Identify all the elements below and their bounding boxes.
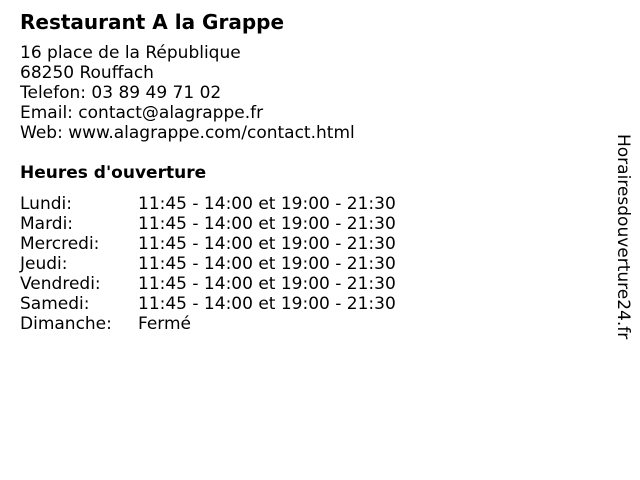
site-watermark: Horairesdouverture24.fr [613,134,633,340]
hours-value: 11:45 - 14:00 et 19:00 - 21:30 [138,274,396,294]
hours-value: 11:45 - 14:00 et 19:00 - 21:30 [138,194,396,214]
phone-text: Telefon: 03 89 49 71 02 [20,83,222,103]
day-label: Dimanche: [20,314,112,334]
hours-row [20,254,396,274]
website-text: Web: www.alagrappe.com/contact.html [20,123,355,143]
hours-value: Fermé [138,314,192,334]
hours-row [20,314,396,334]
address-line2: 68250 Rouffach [20,63,154,83]
hours-row [20,234,396,254]
hours-row [20,194,396,214]
address-line1: 16 place de la République [20,43,241,63]
day-label: Mardi: [20,214,74,234]
hours-table [20,194,396,334]
hours-heading: Heures d'ouverture [20,163,207,183]
hours-row [20,214,396,234]
day-label: Samedi: [20,294,90,314]
hours-value: 11:45 - 14:00 et 19:00 - 21:30 [138,294,396,314]
day-label: Lundi: [20,194,72,214]
day-label: Vendredi: [20,274,101,294]
hours-value: 11:45 - 14:00 et 19:00 - 21:30 [138,214,396,234]
day-label: Mercredi: [20,234,100,254]
email-text: Email: contact@alagrappe.fr [20,103,264,123]
contact-block [20,43,355,143]
hours-row [20,274,396,294]
hours-row [20,294,396,314]
day-label: Jeudi: [20,254,68,274]
hours-value: 11:45 - 14:00 et 19:00 - 21:30 [138,234,396,254]
restaurant-name: Restaurant A la Grappe [20,10,285,34]
hours-value: 11:45 - 14:00 et 19:00 - 21:30 [138,254,396,274]
